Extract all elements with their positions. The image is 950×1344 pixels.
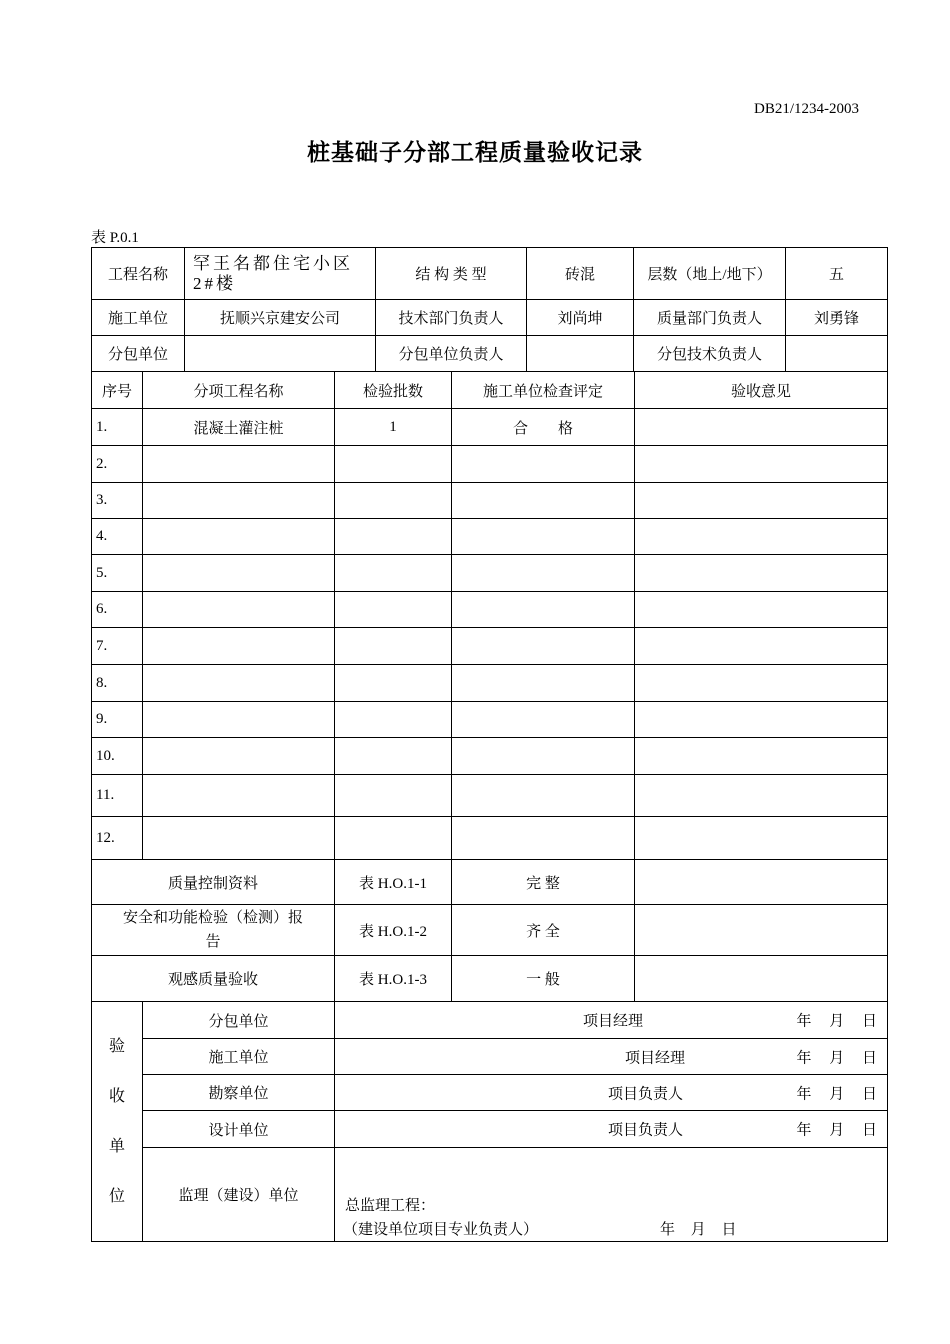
summary-row [92, 905, 888, 956]
table-row [92, 446, 888, 483]
row-opinion [635, 817, 888, 860]
subcontractor-label: 分包单位 [92, 336, 185, 372]
row-batches [335, 592, 452, 628]
row-no: 10. [92, 738, 143, 775]
acceptance-row [92, 1039, 888, 1075]
sub-head-value [527, 336, 634, 372]
header-evaluation: 施工单位检查评定 [452, 372, 635, 409]
floors-value: 五 [786, 248, 888, 300]
acceptance-unit: 设计单位 [143, 1111, 335, 1148]
table-row [92, 702, 888, 738]
acceptance-row [92, 1148, 888, 1242]
header-no: 序号 [92, 372, 143, 409]
subcontractor-value [185, 336, 376, 372]
row-no: 9. [92, 702, 143, 738]
table-row [92, 519, 888, 555]
row-opinion [635, 446, 888, 483]
row-evaluation [452, 592, 635, 628]
acceptance-date: 年 月 日 [796, 1122, 877, 1139]
row-batches [335, 738, 452, 775]
row-opinion [635, 519, 888, 555]
acceptance-signature [335, 1111, 888, 1148]
row-no: 3. [92, 483, 143, 519]
summary-evaluation: 一 般 [452, 956, 635, 1002]
row-evaluation [452, 628, 635, 665]
row-batches [335, 446, 452, 483]
acceptance-unit: 施工单位 [143, 1039, 335, 1075]
row-batches [335, 519, 452, 555]
sub-tech-value [786, 336, 888, 372]
row-opinion [635, 483, 888, 519]
summary-row [92, 956, 888, 1002]
row-evaluation [452, 817, 635, 860]
acceptance-char: 收 [108, 1087, 125, 1105]
table-row [92, 817, 888, 860]
row-item-name [143, 446, 335, 483]
row-evaluation [452, 665, 635, 702]
row-item-name [143, 817, 335, 860]
acceptance-signature [335, 1002, 888, 1039]
row-no: 4. [92, 519, 143, 555]
standard-code: DB21/1234-2003 [754, 101, 859, 117]
quality-head-value: 刘勇锋 [786, 300, 888, 336]
document-title: 桩基础子分部工程质量验收记录 [307, 140, 643, 166]
summary-evaluation: 完 整 [452, 860, 635, 905]
quality-head-label: 质量部门负责人 [634, 300, 786, 336]
row-no: 8. [92, 665, 143, 702]
row-evaluation [452, 738, 635, 775]
summary-label: 质量控制资料 [92, 860, 335, 905]
summary-opinion [635, 860, 888, 905]
supervisor-unit: 监理（建设）单位 [143, 1148, 335, 1242]
row-item-name [143, 775, 335, 817]
summary-label: 安全和功能检验（检测）报告 [92, 905, 335, 956]
row-no: 12. [92, 817, 143, 860]
acceptance-char: 位 [108, 1187, 125, 1205]
row-opinion [635, 738, 888, 775]
row-evaluation [452, 555, 635, 592]
row-no: 6. [92, 592, 143, 628]
floors-label: 层数（地上/地下） [634, 248, 786, 300]
row-batches [335, 555, 452, 592]
acceptance-date: 年 月 日 [796, 1086, 877, 1102]
summary-opinion [635, 956, 888, 1002]
acceptance-date: 年 月 日 [796, 1050, 877, 1066]
summary-row [92, 860, 888, 905]
row-evaluation: 合 格 [452, 409, 635, 446]
row-batches [335, 817, 452, 860]
acceptance-signature [335, 1075, 888, 1111]
contractor-value: 抚顺兴京建安公司 [185, 300, 376, 336]
supervisor-line2: （建设单位项目专业负责人） [343, 1222, 539, 1238]
items-table [91, 371, 888, 1242]
project-info-table [91, 247, 888, 372]
row-item-name [143, 592, 335, 628]
row-batches [335, 628, 452, 665]
acceptance-units-heading [92, 1002, 143, 1242]
acceptance-row [92, 1002, 888, 1039]
acceptance-role: 项目经理 [625, 1050, 686, 1066]
header-opinion: 验收意见 [635, 372, 888, 409]
acceptance-row [92, 1111, 888, 1148]
sub-tech-label: 分包技术负责人 [634, 336, 786, 372]
row-evaluation [452, 775, 635, 817]
supervisor-date: 年 月 日 [660, 1222, 737, 1238]
table-row [92, 409, 888, 446]
header-batches: 检验批数 [335, 372, 452, 409]
summary-label: 观感质量验收 [92, 956, 335, 1002]
structure-type-value: 砖混 [527, 248, 634, 300]
tech-head-label: 技术部门负责人 [376, 300, 527, 336]
row-opinion [635, 592, 888, 628]
table-row [92, 665, 888, 702]
row-batches [335, 665, 452, 702]
acceptance-unit: 勘察单位 [143, 1075, 335, 1111]
row-opinion [635, 628, 888, 665]
summary-ref: 表 H.O.1-3 [335, 956, 452, 1002]
row-evaluation [452, 483, 635, 519]
project-name-value: 罕王名都住宅小区2#楼 [185, 248, 376, 300]
summary-ref: 表 H.O.1-1 [335, 860, 452, 905]
table-row [92, 555, 888, 592]
row-opinion [635, 775, 888, 817]
acceptance-date: 年 月 日 [796, 1013, 877, 1030]
table-row [92, 483, 888, 519]
summary-ref: 表 H.O.1-2 [335, 905, 452, 956]
table-row [92, 738, 888, 775]
row-item-name [143, 483, 335, 519]
row-opinion [635, 702, 888, 738]
acceptance-row [92, 1075, 888, 1111]
row-item-name [143, 738, 335, 775]
row-evaluation [452, 702, 635, 738]
table-row [92, 628, 888, 665]
row-evaluation [452, 519, 635, 555]
summary-evaluation: 齐 全 [452, 905, 635, 956]
tech-head-value: 刘尚坤 [527, 300, 634, 336]
row-no: 2. [92, 446, 143, 483]
structure-type-label: 结 构 类 型 [376, 248, 527, 300]
contractor-label: 施工单位 [92, 300, 185, 336]
summary-opinion [635, 905, 888, 956]
supervisor-signature [335, 1148, 888, 1242]
row-batches [335, 775, 452, 817]
row-no: 5. [92, 555, 143, 592]
row-batches [335, 483, 452, 519]
row-opinion [635, 665, 888, 702]
row-opinion [635, 409, 888, 446]
row-item-name [143, 555, 335, 592]
supervisor-line1: 总监理工程： [345, 1198, 436, 1214]
row-item-name [143, 665, 335, 702]
row-opinion [635, 555, 888, 592]
row-no: 11. [92, 775, 143, 817]
acceptance-role: 项目负责人 [608, 1122, 684, 1139]
sub-head-label: 分包单位负责人 [376, 336, 527, 372]
row-no: 1. [92, 409, 143, 446]
row-item-name [143, 628, 335, 665]
acceptance-role: 项目经理 [583, 1013, 644, 1030]
row-evaluation [452, 446, 635, 483]
header-item-name: 分项工程名称 [143, 372, 335, 409]
table-number: 表 P.0.1 [91, 230, 139, 246]
row-no: 7. [92, 628, 143, 665]
table-row [92, 592, 888, 628]
table-row [92, 775, 888, 817]
acceptance-char: 单 [108, 1137, 125, 1155]
row-item-name [143, 702, 335, 738]
acceptance-signature [335, 1039, 888, 1075]
acceptance-unit: 分包单位 [143, 1002, 335, 1039]
row-batches: 1 [335, 409, 452, 446]
project-name-label: 工程名称 [92, 248, 185, 300]
row-item-name: 混凝土灌注桩 [143, 409, 335, 446]
row-batches [335, 702, 452, 738]
acceptance-role: 项目负责人 [608, 1086, 684, 1102]
row-item-name [143, 519, 335, 555]
acceptance-char: 验 [108, 1037, 125, 1055]
